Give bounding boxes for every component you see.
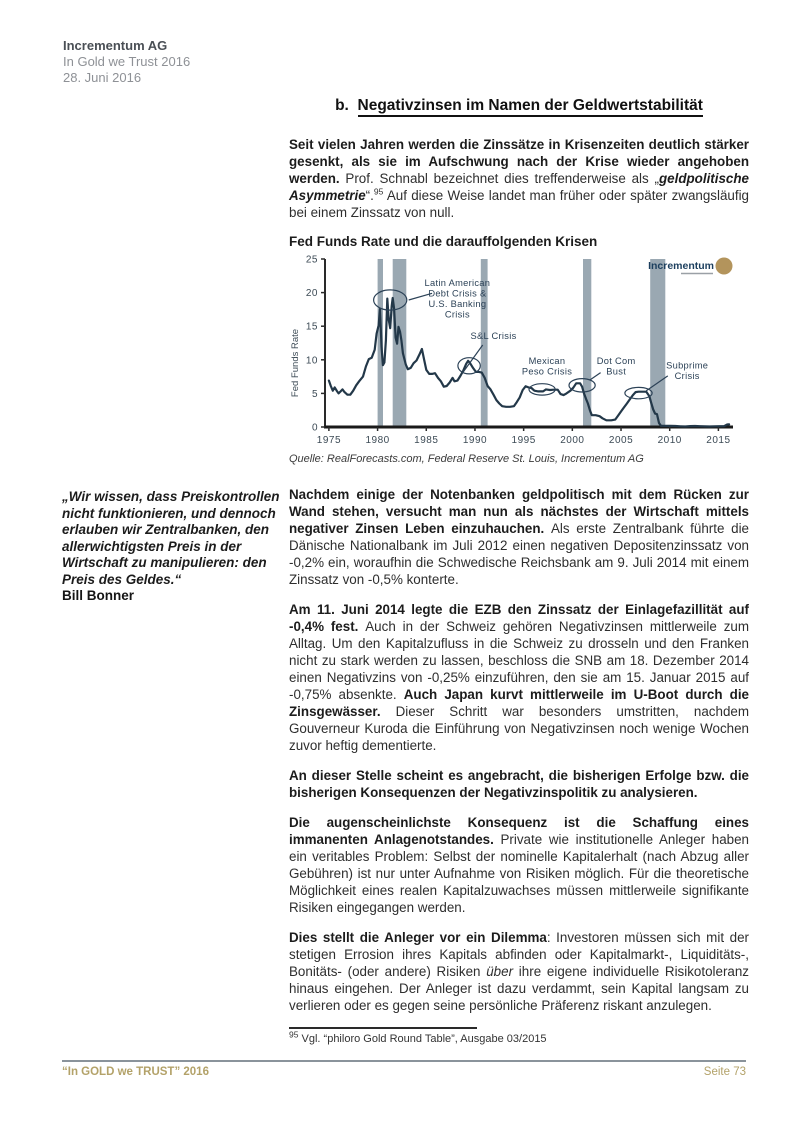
paragraph-4: An dieser Stelle scheint es angebracht, die bisherigen Erfolge bzw. die bisherigen Konsequenzen der Negativzinspolitik zu analysieren. — [289, 768, 749, 800]
quote-text: „Wir wissen, dass Preiskontrollen nicht funktionieren, und dennoch erlauben wir Zentralbanken, den allerwichtigsten Preis in der Wirtschaft zu manipulieren: den Preis des Geldes.“ — [62, 489, 280, 587]
fed-funds-chart-svg — [289, 253, 741, 449]
svg-text:0: 0 — [311, 422, 318, 434]
svg-text:20: 20 — [305, 288, 318, 300]
fed-funds-chart — [289, 253, 741, 449]
footnote-divider — [289, 1027, 477, 1029]
paragraph-5: Die augenscheinlichste Konsequenz ist die Schaffung eines immanenten Anlagenotstandes. Private wie institutionelle Anleger haben ein veritables Problem: Selbst der nominelle Kapitalerhalt (nach Abzug aller Gebühren) ist nur unter Aufnahme von Risiken möglich. Für die theoretische Möglichkeit eines realen Kapitalzuwachses müssen mittlerweile signifikante Risiken eingegangen werden. — [289, 815, 749, 915]
svg-text:2010: 2010 — [657, 435, 682, 446]
svg-text:1995: 1995 — [511, 435, 536, 446]
svg-text:1990: 1990 — [462, 435, 488, 446]
svg-text:2015: 2015 — [706, 435, 731, 446]
svg-text:1975: 1975 — [316, 435, 342, 446]
incrementum-logo-icon — [716, 258, 733, 275]
paragraph-6: Dies stellt die Anleger vor ein Dilemma: Investoren müssen sich mit der stetigen Errosion ihres Kapitals abfinden oder Kapitalmarkt-, Liquiditäts-, Bonitäts- (oder andere) Risiken über ihre eigene individuelle Risikotoleranz hinaus eingehen. Der Anleger ist dazu verdammt, sein Kapital langsam zu verlieren oder es gegen seine persönliche Präferenz riskant anzulegen. — [289, 930, 749, 1013]
svg-text:25: 25 — [305, 254, 318, 266]
crisis-label: Subprime Crisis — [666, 360, 709, 381]
svg-text:1985: 1985 — [414, 435, 439, 446]
crisis-ellipse — [458, 358, 480, 374]
section-title — [289, 97, 749, 115]
footer-report-title: “In GOLD we TRUST” 2016 — [62, 1066, 209, 1078]
footnote-marker: 95 — [289, 1029, 299, 1040]
header-report-title: In Gold we Trust 2016 — [63, 54, 191, 69]
chart-source: Quelle: RealForecasts.com, Federal Reserve St. Louis, Incrementum AG — [289, 453, 644, 465]
header-date: 28. Juni 2016 — [63, 70, 142, 85]
main-column — [289, 136, 749, 1027]
svg-text:15: 15 — [305, 321, 318, 333]
svg-text:1980: 1980 — [365, 435, 390, 446]
svg-text:5: 5 — [311, 388, 318, 400]
paragraph-3: Am 11. Juni 2014 legte die EZB den Zinssatz der Einlagefazillität auf -0,4% fest. Auch in der Schweiz gehören Negativzinsen mittlerweile zum Alltag. Um den Kapitalzufluss in die Schweiz zu drosseln und den Franken nicht zu stark werden zu lassen, beschloss die SNB am 18. Dezember 2014 einen Negativzins von -0,25% einzuführen, den sie am 15. Januar 2015 auf -0,75% absenkte. Auch Japan kurvt mittlerweile im U-Boot durch die Zinsgewässer. Dieser Schritt war besonders umstritten, nachdem Gouverneur Kuroda die Einführung von Negativzinsen noch wenige Wochen zuvor heftig dementierte. — [289, 602, 749, 753]
crisis-label: Dot Com Bust — [596, 355, 636, 377]
quote-author: Bill Bonner — [62, 588, 135, 603]
crisis-label: Mexican Peso Crisis — [521, 355, 573, 377]
header-company: Incrementum AG — [63, 38, 168, 53]
page-header — [63, 38, 190, 86]
footnote-body: Vgl. “philoro Gold Round Table”, Ausgabe 03/2015 — [298, 1033, 547, 1045]
footer-divider — [62, 1060, 746, 1062]
footnote-text — [289, 1029, 749, 1045]
footnote-block — [289, 1027, 749, 1045]
chart-heading: Fed Funds Rate und die darauffolgenden Krisen — [289, 234, 598, 249]
svg-text:10: 10 — [305, 355, 318, 367]
recession-band — [650, 259, 665, 427]
paragraph-1: Seit vielen Jahren werden die Zinssätze in Krisenzeiten deutlich stärker gesenkt, als sie im Aufschwung nach der Krise wieder angehoben werden. Prof. Schnabl bezeichnet dies treffenderweise als „geldpolitische Asymmetrie“.$^{95}$ Auf diese Weise landet man früher oder später zwangsläufig bei einem Zinssatz von null. — [289, 137, 749, 220]
svg-text:2005: 2005 — [608, 435, 634, 446]
footer-page-number: Seite 73 — [703, 1066, 746, 1078]
recession-band — [393, 259, 407, 427]
margin-quote — [62, 489, 294, 605]
paragraph-2: Nachdem einige der Notenbanken geldpolitisch mit dem Rücken zur Wand stehen, versucht man nun als nächstes der Wirtschaft mittels negativer Zinsen Leben einzuhauchen. Als erste Zentralbank führte die Dänische Nationalbank im Juli 2012 einen negativen Depositenzinssatz von -0,2% ein, woraufhin die Schwedische Reichsbank am 9. Juli 2014 mit einem Zinssatz von -0,5% konterte. — [289, 487, 749, 587]
svg-text:2000: 2000 — [560, 435, 585, 446]
svg-text:Fed Funds Rate: Fed Funds Rate — [290, 328, 301, 398]
crisis-label: S&L Crisis — [470, 331, 517, 341]
crisis-label: Latin American Debt Crisis & U.S. Banking Crisis — [424, 277, 491, 320]
section-title-text: Negativzinsen im Namen der Geldwertstabilität — [358, 97, 703, 117]
incrementum-logo-text: Incrementum — [648, 260, 714, 272]
section-index: b. — [335, 97, 349, 114]
